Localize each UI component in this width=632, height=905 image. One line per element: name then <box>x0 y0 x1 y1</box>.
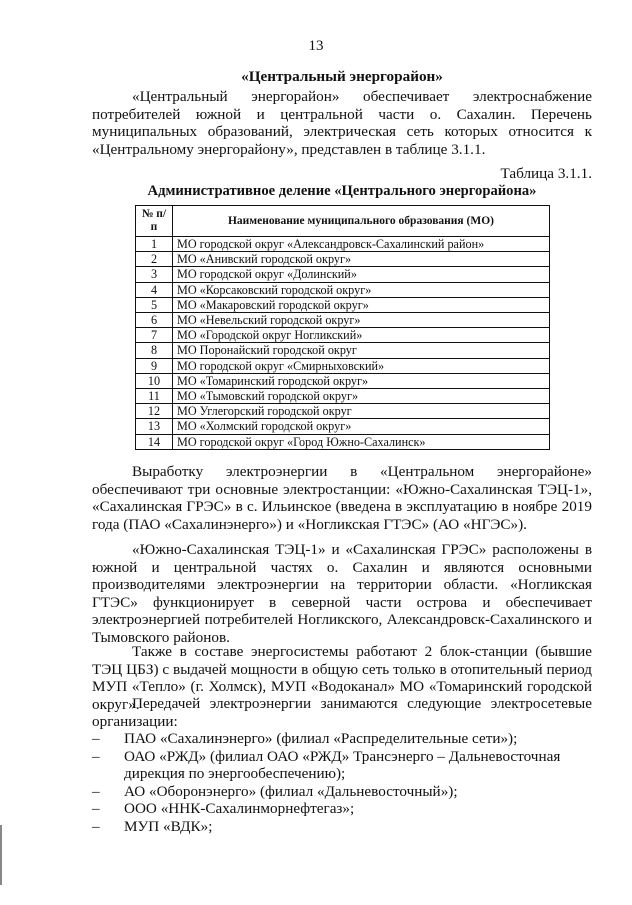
dash-bullet: – <box>92 730 100 747</box>
table-row <box>136 237 550 252</box>
table-row <box>136 404 550 419</box>
municipality-name: МО «Невельский городской округ» <box>173 313 550 328</box>
table-row <box>136 282 550 297</box>
table-row <box>136 343 550 358</box>
row-number: 12 <box>136 404 173 419</box>
municipality-name: МО городской округ «Долинский» <box>173 267 550 282</box>
table-title: Административное деление «Центрального энергорайона» <box>147 183 537 199</box>
municipality-name: МО городской округ «Смирныховский» <box>173 358 550 373</box>
row-number: 4 <box>136 282 173 297</box>
dash-bullet: – <box>92 747 100 765</box>
header-name: Наименование муниципального образования (МО) <box>173 206 550 237</box>
paragraph-block-stations: Также в составе энергосистемы работают 2 блок-станции (бывшие ТЭЦ ЦБЗ) с выдачей мощности в общую сеть только в отопительный период МУП «Тепло» (г. Холмск), МУП «Водоканал» МО «Томаринский городской округ». <box>92 643 592 713</box>
row-number: 13 <box>136 419 173 434</box>
row-number: 6 <box>136 313 173 328</box>
organization-name: ООО «ННК-Сахалинморнефтегаз»; <box>124 800 355 817</box>
scan-edge-mark <box>0 825 2 885</box>
organization-name: МУП «ВДК»; <box>124 817 213 835</box>
row-number: 1 <box>136 237 173 252</box>
table-header-row <box>136 206 550 237</box>
organization-item <box>92 783 592 801</box>
row-number: 3 <box>136 267 173 282</box>
paragraph-location: «Южно-Сахалинская ТЭЦ-1» и «Сахалинская ГРЭС» расположены в южной и центральной частях о. Сахалин и являются основными производителями электроэнергии на территории области. «Ногликская ГТЭС» функционирует в северной части острова и обеспечивает электроэнергией потребителей Ногликского, Александровск-Сахалинского и Тымовского районов. <box>92 541 592 646</box>
municipality-name: МО «Макаровский городской округ» <box>173 297 550 312</box>
municipality-name: МО «Городской округ Ногликский» <box>173 328 550 343</box>
table-row <box>136 297 550 312</box>
organization-item <box>92 730 592 748</box>
row-number: 8 <box>136 343 173 358</box>
municipality-name: МО городской округ «Александровск-Сахалинский район» <box>173 237 550 252</box>
municipality-name: МО городской округ «Город Южно-Сахалинск» <box>173 434 550 449</box>
paragraph-generation: Выработку электроэнергии в «Центральном энергорайоне» обеспечивают три основные электростанции: «Южно-Сахалинская ТЭЦ-1», «Сахалинская ГРЭС» в с. Ильинское (введена в эксплуатацию в ноябре 2019 года (ПАО «Сахалинэнерго») и «Ногликская ГТЭС» (АО «НГЭС»). <box>92 463 592 533</box>
municipality-name: МО «Томаринский городской округ» <box>173 373 550 388</box>
organization-item <box>92 800 592 818</box>
row-number: 5 <box>136 297 173 312</box>
transmission-section <box>92 695 592 835</box>
row-number: 14 <box>136 434 173 449</box>
municipality-name: МО Поронайский городской округ <box>173 343 550 358</box>
municipality-name: МО «Корсаковский городской округ» <box>173 282 550 297</box>
table-row <box>136 313 550 328</box>
row-number: 10 <box>136 373 173 388</box>
intro-paragraph: «Центральный энергорайон» обеспечивает электроснабжение потребителей южной и центральной части о. Сахалин. Перечень муниципальных образований, электрическая сеть которых относится к «Центральному энергорайону», представлен в таблице 3.1.1. <box>92 88 592 158</box>
dash-bullet: – <box>92 800 100 817</box>
table-row <box>136 358 550 373</box>
dash-bullet: – <box>92 817 100 835</box>
row-number: 11 <box>136 389 173 404</box>
municipality-name: МО «Тымовский городской округ» <box>173 389 550 404</box>
header-number: № п/п <box>136 206 173 237</box>
municipality-name: МО Углегорский городской округ <box>173 404 550 419</box>
paragraph-transmission: Передачей электроэнергии занимаются следующие электросетевые организации: <box>92 695 592 730</box>
section-title: «Центральный энергорайон» <box>241 68 443 85</box>
table-row <box>136 328 550 343</box>
organization-name: ПАО «Сахалинэнерго» (филиал «Распределительные сети»); <box>124 730 518 747</box>
organization-name: ОАО «РЖД» (филиал ОАО «РЖД» Трансэнерго – Дальневосточная дирекция по энергообеспечению); <box>124 747 561 782</box>
table-row <box>136 434 550 449</box>
row-number: 2 <box>136 252 173 267</box>
dash-bullet: – <box>92 782 100 800</box>
page-number: 13 <box>308 38 324 54</box>
municipality-name: МО «Холмский городской округ» <box>173 419 550 434</box>
table-caption: Таблица 3.1.1. <box>500 165 592 182</box>
organizations-list <box>92 730 592 835</box>
municipalities-table <box>135 205 550 450</box>
table-row <box>136 267 550 282</box>
municipality-name: МО «Анивский городской округ» <box>173 252 550 267</box>
organization-item <box>92 748 592 783</box>
table-row <box>136 419 550 434</box>
row-number: 7 <box>136 328 173 343</box>
row-number: 9 <box>136 358 173 373</box>
organization-item <box>92 818 592 836</box>
table-row <box>136 373 550 388</box>
table-row <box>136 389 550 404</box>
table-row <box>136 252 550 267</box>
organization-name: АО «Оборонэнерго» (филиал «Дальневосточный»); <box>124 782 458 800</box>
